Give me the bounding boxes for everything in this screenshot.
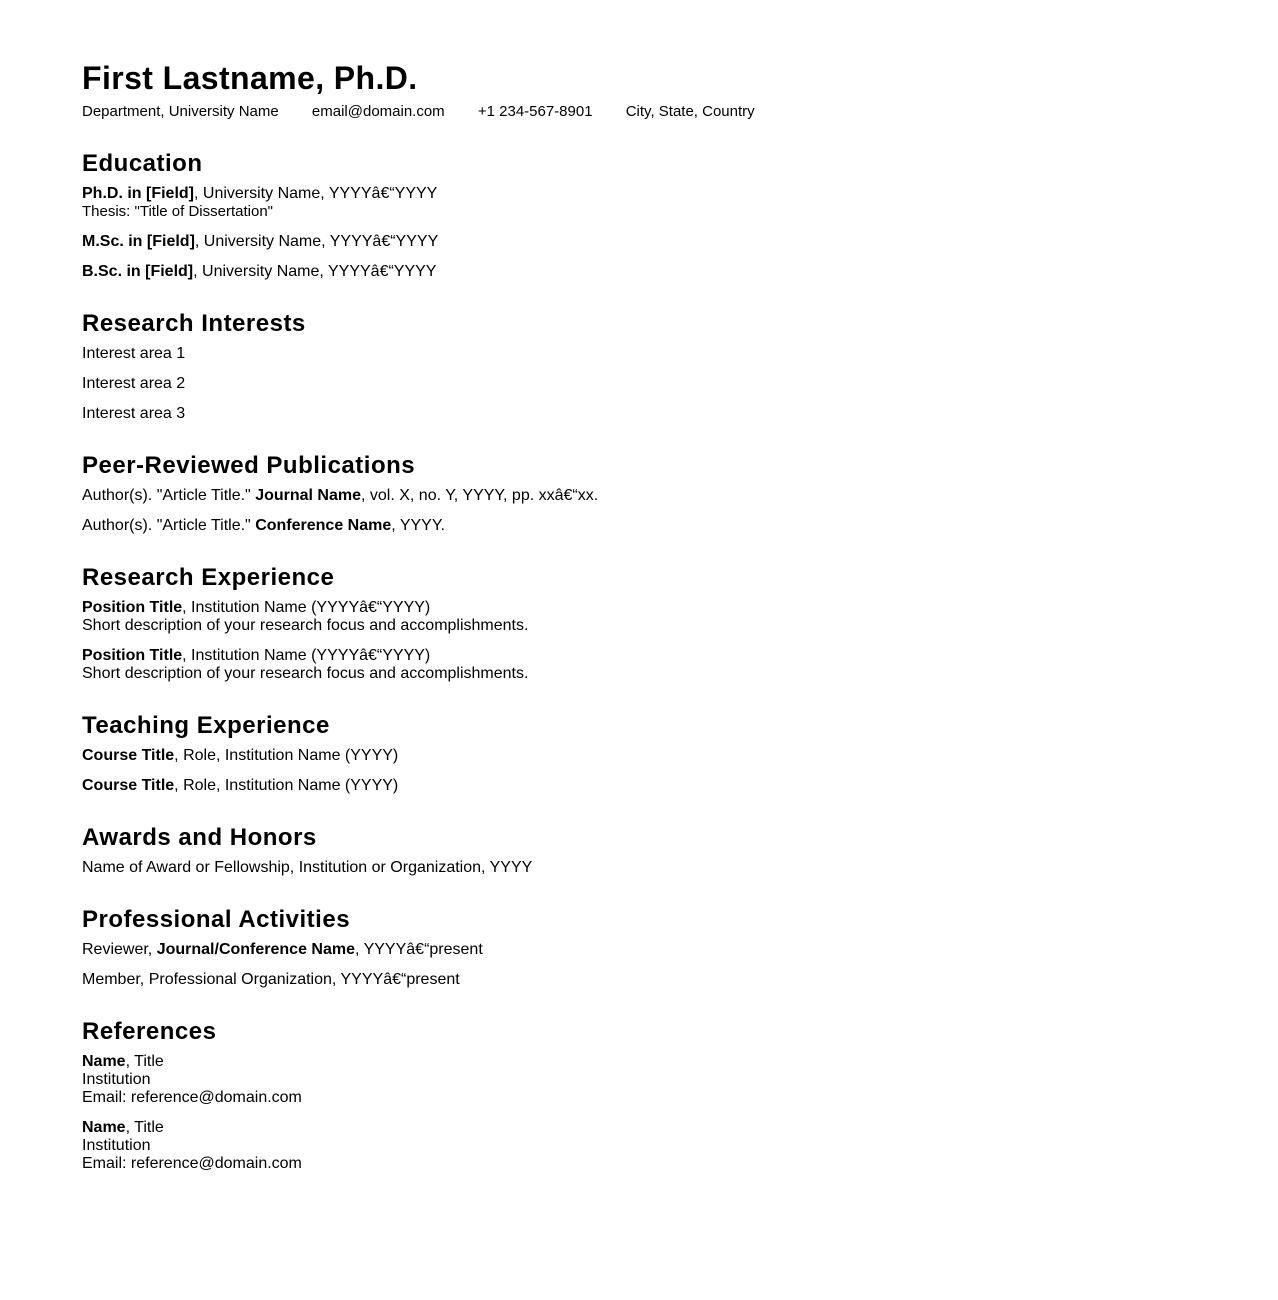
research-entry xyxy=(82,599,1278,635)
section-title-publications: Peer-Reviewed Publications xyxy=(82,452,416,479)
teaching-entry xyxy=(82,747,1278,765)
reference-entry xyxy=(82,1053,1278,1107)
contact-line xyxy=(82,103,1278,121)
references-section xyxy=(82,1017,1278,1173)
course-details: , Role, Institution Name (YYYY) xyxy=(174,747,399,764)
publication-item xyxy=(82,487,1278,505)
contact-email: email@domain.com xyxy=(311,103,445,120)
pub-authors-title: Author(s). "Article Title." xyxy=(82,487,256,504)
education-entry xyxy=(82,233,1278,251)
activity-venue: Journal/Conference Name xyxy=(156,941,355,958)
awards-section xyxy=(82,823,1278,877)
contact-phone: +1 234-567-8901 xyxy=(477,103,593,120)
reference-title: , Title xyxy=(125,1119,164,1136)
thesis: Thesis: "Title of Dissertation" xyxy=(82,203,273,220)
research-entry xyxy=(82,647,1278,683)
pub-details: , vol. X, no. Y, YYYY, pp. xxâ€“xx. xyxy=(361,487,599,504)
award-item: Name of Award or Fellowship, Institution or Organization, YYYY xyxy=(82,859,533,876)
teaching-experience-section xyxy=(82,711,1278,795)
professional-activities-section xyxy=(82,905,1278,989)
position-title: Position Title xyxy=(82,647,183,664)
reference-institution: Institution xyxy=(82,1137,151,1154)
section-title-education: Education xyxy=(82,150,203,177)
research-interests-section xyxy=(82,309,1278,423)
education-section xyxy=(82,149,1278,281)
research-experience-section xyxy=(82,563,1278,683)
activity-item xyxy=(82,941,1278,959)
interest-item: Interest area 3 xyxy=(82,405,186,422)
position-details: , Institution Name (YYYYâ€“YYYY) xyxy=(182,647,431,664)
reference-institution: Institution xyxy=(82,1071,151,1088)
activity-item xyxy=(82,971,1278,989)
section-title-professional-activities: Professional Activities xyxy=(82,906,351,933)
position-title: Position Title xyxy=(82,599,183,616)
course-details: , Role, Institution Name (YYYY) xyxy=(174,777,399,794)
activity-role: Member, Professional Organization, YYYYâ€“present xyxy=(82,971,460,988)
course-title: Course Title xyxy=(82,777,175,794)
reference-email: Email: reference@domain.com xyxy=(82,1155,302,1172)
interest-item: Interest area 1 xyxy=(82,345,186,362)
degree-details: , University Name, YYYYâ€“YYYY xyxy=(193,263,437,280)
reference-entry xyxy=(82,1119,1278,1173)
degree: B.Sc. in [Field] xyxy=(82,263,194,280)
cv-name: First Lastname, Ph.D. xyxy=(82,60,418,96)
pub-authors-title: Author(s). "Article Title." xyxy=(82,517,256,534)
pub-venue: Journal Name xyxy=(255,487,361,504)
position-description: Short description of your research focus and accomplishments. xyxy=(82,617,529,634)
section-title-research-interests: Research Interests xyxy=(82,310,306,337)
publication-item xyxy=(82,517,1278,535)
position-description: Short description of your research focus and accomplishments. xyxy=(82,665,529,682)
section-title-research-experience: Research Experience xyxy=(82,564,335,591)
reference-title: , Title xyxy=(125,1053,164,1070)
reference-name: Name xyxy=(82,1119,126,1136)
degree-details: , University Name, YYYYâ€“YYYY xyxy=(194,233,439,250)
contact-location: City, State, Country xyxy=(625,103,755,120)
pub-venue: Conference Name xyxy=(255,517,392,534)
degree: Ph.D. in [Field] xyxy=(82,185,194,202)
course-title: Course Title xyxy=(82,747,175,764)
degree-details: , University Name, YYYYâ€“YYYY xyxy=(194,185,438,202)
position-details: , Institution Name (YYYYâ€“YYYY) xyxy=(182,599,431,616)
reference-email: Email: reference@domain.com xyxy=(82,1089,302,1106)
section-title-teaching-experience: Teaching Experience xyxy=(82,712,330,739)
section-title-awards: Awards and Honors xyxy=(82,824,317,851)
teaching-entry xyxy=(82,777,1278,795)
contact-department: Department, University Name xyxy=(82,103,279,120)
degree: M.Sc. in [Field] xyxy=(82,233,195,250)
education-entry xyxy=(82,263,1278,281)
publications-section xyxy=(82,451,1278,535)
activity-dates: , YYYYâ€“present xyxy=(354,941,483,958)
interest-item: Interest area 2 xyxy=(82,375,186,392)
reference-name: Name xyxy=(82,1053,126,1070)
education-entry xyxy=(82,185,1278,221)
pub-details: , YYYY. xyxy=(391,517,445,534)
section-title-references: References xyxy=(82,1018,217,1045)
activity-role: Reviewer, xyxy=(82,941,157,958)
